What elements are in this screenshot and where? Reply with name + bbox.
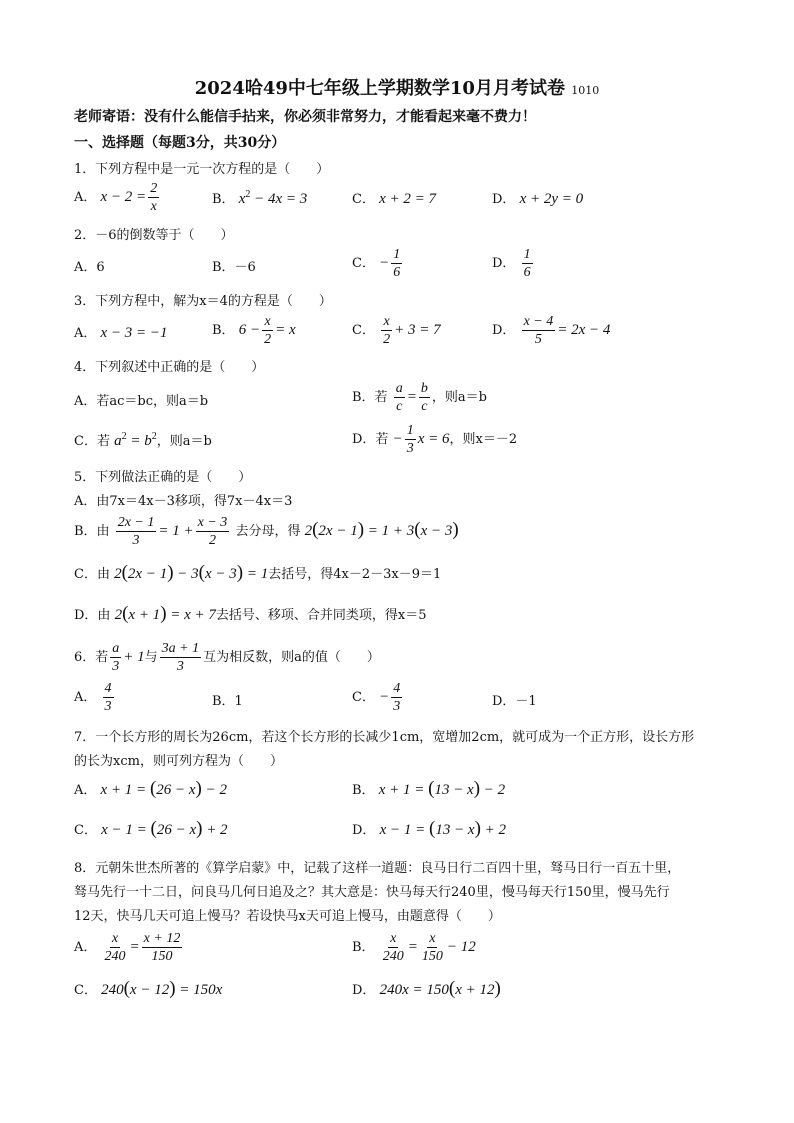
label: A． <box>74 690 97 705</box>
stem-part: 与 <box>144 650 158 665</box>
label: D． <box>352 823 376 838</box>
q1-option-a[interactable]: A． x − 2 = $\frac{2}{x}$ <box>74 181 158 214</box>
label: B． <box>212 192 235 207</box>
q5-option-d[interactable]: D．由 2(x + 1) = x + 7去括号、移项、合并同类项，得x＝5 <box>74 603 427 624</box>
q1-stem: 1．下列方程中是一元一次方程的是（ ） <box>74 162 330 177</box>
q1-option-d[interactable]: D． x + 2y = 0 <box>492 191 584 207</box>
q6-option-c[interactable]: C． − $\frac{4}{3}$ <box>352 681 401 714</box>
q8-line1: 8．元朝朱世杰所著的《算学启蒙》中，记载了这样一道题：良马日行二百四十里，驽马日行一百五十里， <box>74 861 681 876</box>
q4-stem: 4．下列叙述中正确的是（ ） <box>74 360 265 375</box>
stem-part: 6．若 <box>74 650 109 665</box>
q4-option-b[interactable]: B．若 $\frac{a}{c}$ = $\frac{b}{c}$ ，则a＝b <box>352 381 487 414</box>
title-text: 2024哈49中七年级上学期数学10月月考试卷 <box>194 78 565 99</box>
q3-option-c[interactable]: C． $\frac{x}{2}$ + 3 = 7 <box>352 314 441 347</box>
label: D． <box>492 192 516 207</box>
label: D． <box>352 983 376 998</box>
q5-option-b[interactable]: B．由 $\frac{2x - 1}{3}$ = 1 + $\frac{x - 3}{2}$ 去分母，得 2(2x − 1) = 1 + 3(x − 3) <box>74 515 459 548</box>
label-tail: ，则a＝b <box>156 434 212 449</box>
label: C． <box>352 192 375 207</box>
q2-option-d[interactable]: D． $\frac{1}{6}$ <box>492 247 531 280</box>
q2-stem: 2．－6的倒数等于（ ） <box>74 228 234 243</box>
q5-stem: 5．下列做法正确的是（ ） <box>74 470 252 485</box>
q7-line2: 的长为xcm，则可列方程为（ ） <box>74 754 283 769</box>
label: B．若 <box>352 390 388 405</box>
label-tail: 去括号，得4x－2－3x－9＝1 <box>268 567 442 582</box>
q8-line3: 12天，快马几天可追上慢马？若设快马x天可追上慢马，由题意得（ ） <box>74 909 501 924</box>
label: C．若 <box>74 434 110 449</box>
q6-option-b[interactable]: B．1 <box>212 694 243 709</box>
label: A． <box>74 326 97 341</box>
q6-option-a[interactable]: A． $\frac{4}{3}$ <box>74 681 112 714</box>
q6-stem: 6．若 $\frac{a}{3}$ + 1与 $\frac{3a + 1}{3}$ 互为相反数，则a的值（ ） <box>74 641 380 674</box>
q7-option-c[interactable]: C． x − 1 = (26 − x) + 2 <box>74 818 228 839</box>
q5-option-a[interactable]: A．由7x＝4x－3移项，得7x－4x＝3 <box>74 494 293 509</box>
q4-option-a[interactable]: A．若ac＝bc，则a＝b <box>74 394 209 409</box>
q8-option-a[interactable]: A． $\frac{x}{240}$ = $\frac{x + 12}{150}$ <box>74 931 181 964</box>
q3-option-b[interactable]: B． 6 − $\frac{x}{2}$ = x <box>212 314 296 347</box>
q3-option-d[interactable]: D． $\frac{x - 4}{5}$ = 2x − 4 <box>492 314 611 347</box>
label: D．若 <box>352 432 389 447</box>
label-tail: ，则x＝－2 <box>449 432 518 447</box>
section-heading: 一、选择题（每题3分，共30分） <box>74 135 286 151</box>
label: D． <box>492 323 516 338</box>
q8-line2: 驽马先行一十二日，问良马几何日追及之？其大意是：快马每天行240里，慢马每天行150里，慢马先行 <box>74 885 670 900</box>
q8-option-b[interactable]: B． $\frac{x}{240}$ = $\frac{x}{150}$ − 12 <box>352 931 476 964</box>
q3-option-a[interactable]: A． x − 3 = −1 <box>74 325 168 341</box>
q3-stem: 3．下列方程中，解为x＝4的方程是（ ） <box>74 294 332 309</box>
label-tail: 去括号、移项、合并同类项，得x＝5 <box>215 608 427 623</box>
q2-option-b[interactable]: B．－6 <box>212 260 256 275</box>
stem-part: 互为相反数，则a的值（ ） <box>203 650 380 665</box>
q6-option-d[interactable]: D．－1 <box>492 694 537 709</box>
label: A． <box>74 783 97 798</box>
label: A． <box>74 940 97 955</box>
label: D．由 <box>74 608 111 623</box>
title-code: 1010 <box>571 84 600 97</box>
label: B． <box>352 783 375 798</box>
label: C． <box>74 983 97 998</box>
label: B． <box>212 323 235 338</box>
q5-option-c[interactable]: C．由 2(2x − 1) − 3(x − 3) = 1去括号，得4x－2－3x－9＝1 <box>74 562 442 583</box>
q2-option-c[interactable]: C． − $\frac{1}{6}$ <box>352 247 401 280</box>
q4-option-d[interactable]: D．若 − $\frac{1}{3}$ x = 6，则x＝－2 <box>352 423 518 456</box>
page-title <box>0 74 794 100</box>
label: C． <box>352 690 375 705</box>
q7-line1: 7．一个长方形的周长为26cm，若这个长方形的长减少1cm，宽增加2cm，就可成为一个正方形，设长方形 <box>74 730 695 745</box>
label: A． <box>74 190 97 205</box>
label: B．由 <box>74 524 110 539</box>
label-tail: 去分母，得 <box>235 524 301 539</box>
label: C． <box>352 256 375 271</box>
teacher-note: 老师寄语：没有什么能信手拈来，你必须非常努力，才能看起来毫不费力！ <box>74 109 536 125</box>
q7-option-a[interactable]: A． x + 1 = (26 − x) − 2 <box>74 778 227 799</box>
label: C． <box>352 323 375 338</box>
q4-option-c[interactable]: C．若 $a^2 = b^2$，则a＝b <box>74 431 212 449</box>
q8-option-d[interactable]: D． 240x = 150(x + 12) <box>352 978 501 999</box>
label: D． <box>492 256 516 271</box>
label: C．由 <box>74 567 110 582</box>
q2-option-a[interactable]: A．6 <box>74 260 105 275</box>
label-tail: ，则a＝b <box>431 390 487 405</box>
q8-option-c[interactable]: C． 240(x − 12) = 150x <box>74 978 223 999</box>
label: C． <box>74 823 97 838</box>
q7-option-b[interactable]: B． x + 1 = (13 − x) − 2 <box>352 778 506 799</box>
label: B． <box>352 940 375 955</box>
q1-option-c[interactable]: C． x + 2 = 7 <box>352 191 436 207</box>
q7-option-d[interactable]: D． x − 1 = (13 − x) + 2 <box>352 818 507 839</box>
q1-option-b[interactable]: B． $x^2 - 4x = 3$ <box>212 189 308 207</box>
